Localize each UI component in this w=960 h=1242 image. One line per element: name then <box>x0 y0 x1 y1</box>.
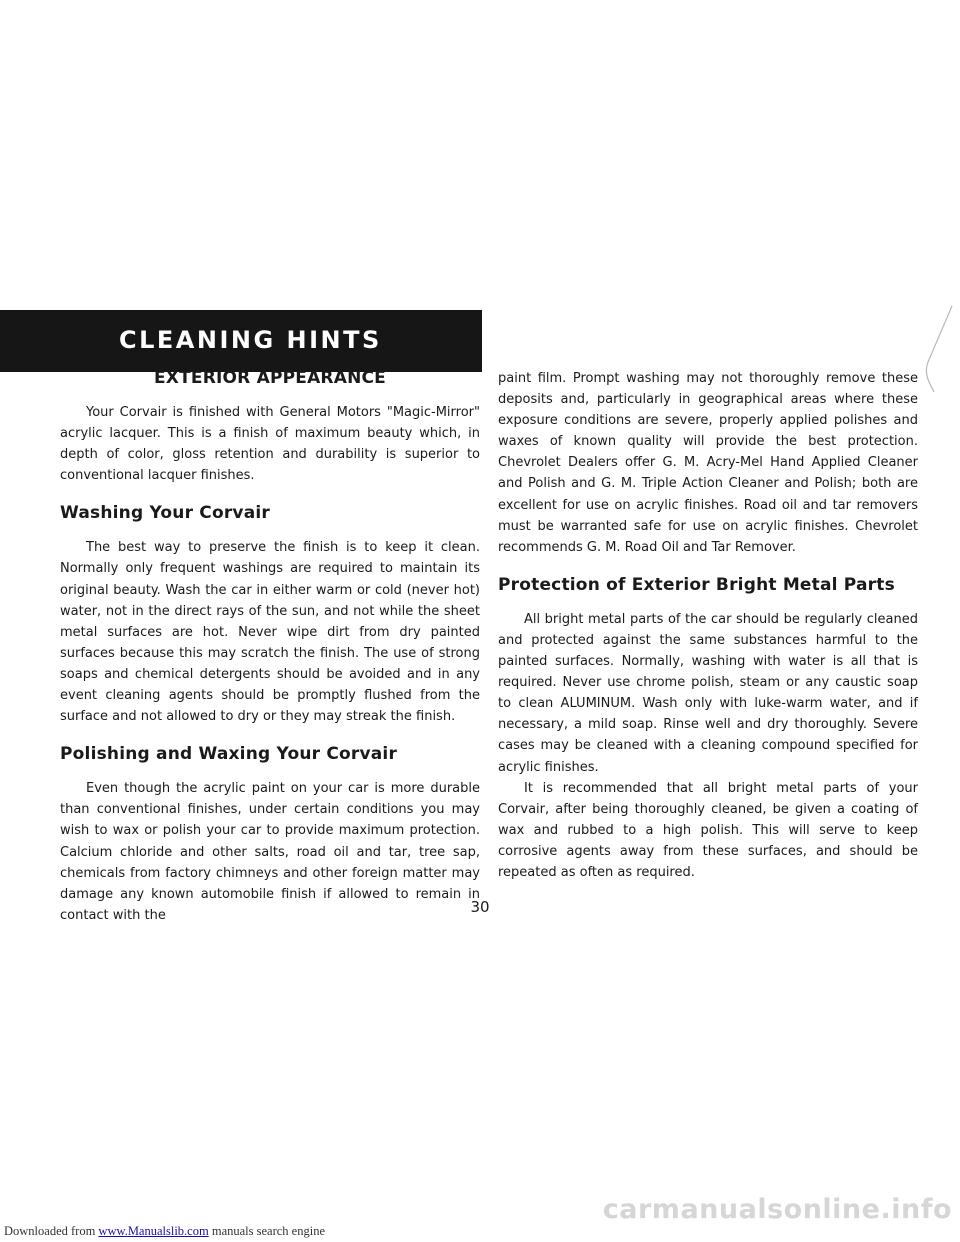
paragraph-washing: The best way to preserve the finish is to keep it clean. Normally only frequent washings are required to maintain its original beauty. Wash the car in either warm or cold (never hot) water, not in the direct rays of the sun, and not while the sheet metal surfaces are hot. Never wipe dirt from dry painted surfaces because this may scratch the finish. The use of strong soaps and chemical detergents should be avoided and in any event cleaning agents should be promptly flushed from the surface and not allowed to dry or they may streak the finish. <box>60 540 480 725</box>
paragraph-protection-2: It is recommended that all bright metal parts of your Corvair, after being thoroughly cleaned, be given a coating of wax and rubbed to a high polish. This will serve to keep corrosive agents away from these surfaces, and should be repeated as often as required. <box>498 780 918 880</box>
watermark: carmanualsonline.info <box>602 1194 952 1225</box>
footer-prefix: Downloaded from <box>4 1224 99 1238</box>
heading-exterior-appearance: EXTERIOR APPEARANCE <box>153 368 386 388</box>
heading-polishing: Polishing and Waxing Your Corvair <box>60 744 398 765</box>
page-number: 30 <box>470 898 490 916</box>
left-column <box>60 368 480 926</box>
heading-protection-bright-metal: Protection of Exterior Bright Metal Parts <box>498 574 895 595</box>
paragraph-continued: paint film. Prompt washing may not thoroughly remove these deposits and, particularly in geographical areas where these exposure conditions are severe, properly applied polishes and waxes of known quality will provide the best protection. Chevrolet Dealers offer G. M. Acry-Mel Hand Applied Cleaner and Polish and G. M. Triple Action Cleaner and Polish; both are excellent for use on acrylic finishes. Road oil and tar removers must be warranted safe for use on acrylic finishes. Chevrolet recommends G. M. Road Oil and Tar Remover. <box>498 371 918 555</box>
footer-suffix: manuals search engine <box>208 1224 325 1238</box>
heading-washing: Washing Your Corvair <box>60 503 270 524</box>
footer-download-note <box>4 1224 325 1239</box>
paragraph-exterior-appearance: Your Corvair is finished with General Motors "Magic-Mirror" acrylic lacquer. This is a finish of maximum beauty which, in depth of color, gloss retention and durability is superior to conventional lacquer finishes. <box>60 405 480 484</box>
right-column <box>498 368 918 883</box>
banner-title: CLEANING HINTS <box>119 326 382 354</box>
paragraph-protection-1: All bright metal parts of the car should be regularly cleaned and protected against the same substances harmful to the painted surfaces. Normally, washing with water is all that is required. Never use chrome polish, steam or any caustic soap to clean ALUMINUM. Wash only with luke-warm water, and if necessary, a mild soap. Rinse well and dry thoroughly. Severe cases may be cleaned with a cleaning compound specified for acrylic finishes. <box>498 611 918 775</box>
footer-link[interactable]: www.Manualslib.com <box>98 1224 209 1238</box>
paragraph-polishing: Even though the acrylic paint on your car is more durable than conventional finishes, under certain conditions you may wish to wax or polish your car to provide maximum protection. Calcium chloride and other salts, road oil and tar, tree sap, chemicals from factory chimneys and other foreign matter may damage any known automobile finish if allowed to remain in contact with the <box>60 781 480 923</box>
pencil-mark-icon <box>908 304 956 394</box>
section-banner <box>0 310 482 372</box>
